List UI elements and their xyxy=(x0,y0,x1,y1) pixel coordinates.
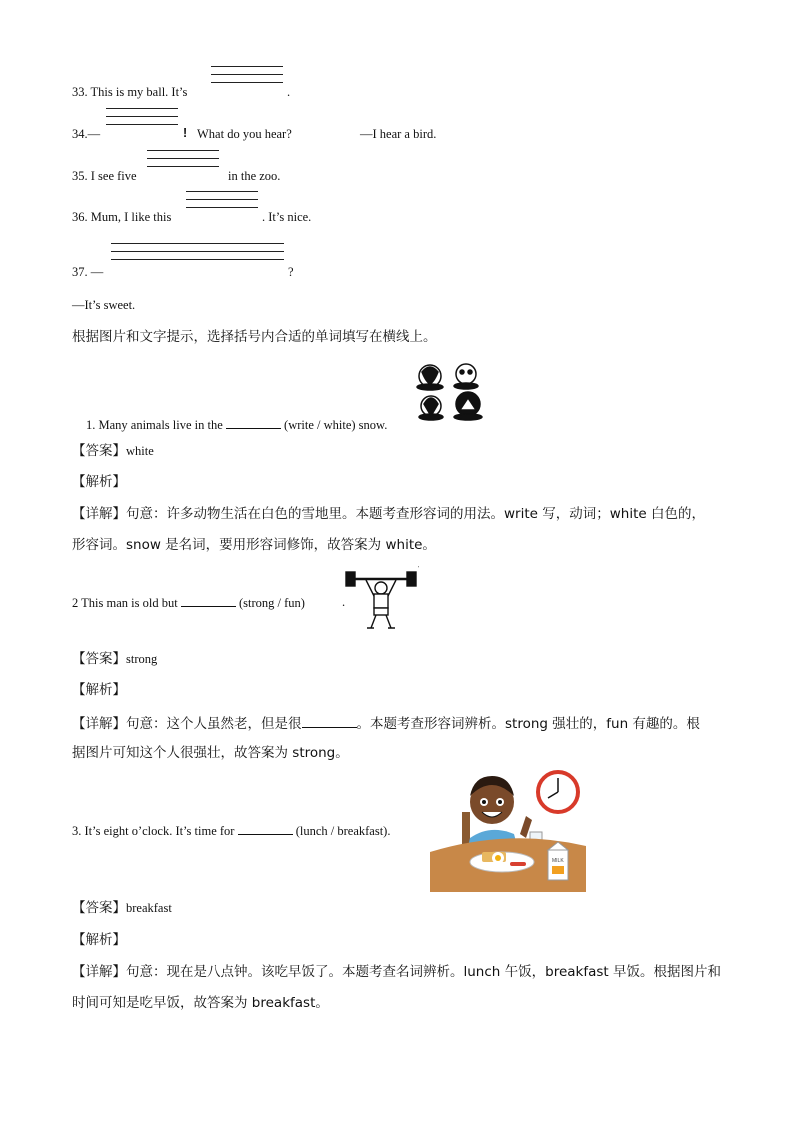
item1-answer-row xyxy=(72,443,154,459)
item1-question xyxy=(86,416,387,433)
q34-exclaim: ! xyxy=(183,126,188,140)
item2-detail-blank xyxy=(302,713,357,728)
item1-blank xyxy=(226,416,281,429)
q33-writing-lines xyxy=(211,66,283,90)
answer-tag: 【答案】 xyxy=(72,443,126,459)
q35-text: 35. I see five xyxy=(72,169,137,183)
q34-reply: —I hear a bird. xyxy=(360,127,437,141)
item1-detail-line2: 形容词。snow 是名词，要用形容词修饰，故答案为 white。 xyxy=(72,537,436,553)
item3-analysis-tag: 【解析】 xyxy=(72,932,126,948)
item2-detail-text1b: 。本题考查形容词辨析。strong 强壮的，fun 有趣的。根 xyxy=(356,716,700,732)
q36-text: 36. Mum, I like this xyxy=(72,210,172,224)
weightlifter-picture xyxy=(344,566,424,632)
q35-end: in the zoo. xyxy=(228,169,281,183)
item3-blank xyxy=(238,822,293,835)
item2-analysis-tag: 【解析】 xyxy=(72,682,126,698)
item1-analysis-tag: 【解析】 xyxy=(72,474,126,490)
q33-text: 33. This is my ball. It’s xyxy=(72,85,188,99)
q36-end: . It’s nice. xyxy=(262,210,312,224)
item3-options: (lunch / breakfast). xyxy=(295,824,391,838)
item3-detail-line1 xyxy=(72,963,721,981)
item2-question xyxy=(72,594,305,611)
item2-question-text: 2 This man is old but xyxy=(72,596,178,610)
q33-end: . xyxy=(287,85,291,99)
svg-text:': ' xyxy=(418,566,420,572)
q37-end: ? xyxy=(288,265,294,279)
section-instruction: 根据图片和文字提示，选择括号内合适的单词填写在横线上。 xyxy=(72,329,437,345)
item2-answer: strong xyxy=(126,652,158,666)
detail-tag: 【详解】 xyxy=(72,716,126,732)
q35-writing-lines xyxy=(147,150,219,174)
item3-question xyxy=(72,822,390,839)
q34-question: What do you hear? xyxy=(197,127,292,141)
item2-blank xyxy=(181,594,236,607)
item3-question-text: 3. It’s eight o’clock. It’s time for xyxy=(72,824,235,838)
item3-answer: breakfast xyxy=(126,901,172,915)
item1-question-text: 1. Many animals live in the xyxy=(86,418,223,432)
item2-detail-line2: 据图片可知这个人很强壮，故答案为 strong。 xyxy=(72,745,349,761)
snow-animals-picture xyxy=(414,360,486,422)
detail-tag: 【详解】 xyxy=(72,506,126,522)
item2-options: (strong / fun) xyxy=(238,596,305,610)
item1-options: (write / white) snow. xyxy=(284,418,388,432)
q34-prefix: 34.— xyxy=(72,127,101,141)
item3-detail-text1: 句意：现在是八点钟。该吃早饭了。本题考查名词辨析。lunch 午饭，breakfast 早饭。根据图片和 xyxy=(126,964,721,980)
q37-reply: —It’s sweet. xyxy=(72,298,136,312)
q33-line xyxy=(72,84,187,100)
item1-answer: white xyxy=(126,444,154,458)
q34-writing-lines xyxy=(106,108,178,132)
item3-answer-row xyxy=(72,900,172,916)
breakfast-picture xyxy=(430,768,586,892)
item2-answer-row xyxy=(72,651,157,667)
item1-detail-text1: 句意：许多动物生活在白色的雪地里。本题考查形容词的用法。write 写，动词；white 白色的， xyxy=(126,506,705,522)
item2-detail-text1: 句意：这个人虽然老，但是很 xyxy=(126,716,302,732)
q36-writing-lines xyxy=(186,191,258,215)
q37-text: 37. — xyxy=(72,265,104,279)
item2-detail-line1 xyxy=(72,713,700,733)
q37-writing-lines xyxy=(111,243,284,267)
milk-label: MILK xyxy=(552,858,564,864)
item3-detail-line2: 时间可知是吃早饭，故答案为 breakfast。 xyxy=(72,995,329,1011)
answer-tag: 【答案】 xyxy=(72,900,126,916)
detail-tag: 【详解】 xyxy=(72,964,126,980)
item1-detail-line1 xyxy=(72,505,705,523)
answer-tag: 【答案】 xyxy=(72,651,126,667)
item2-dot: . xyxy=(342,595,346,609)
